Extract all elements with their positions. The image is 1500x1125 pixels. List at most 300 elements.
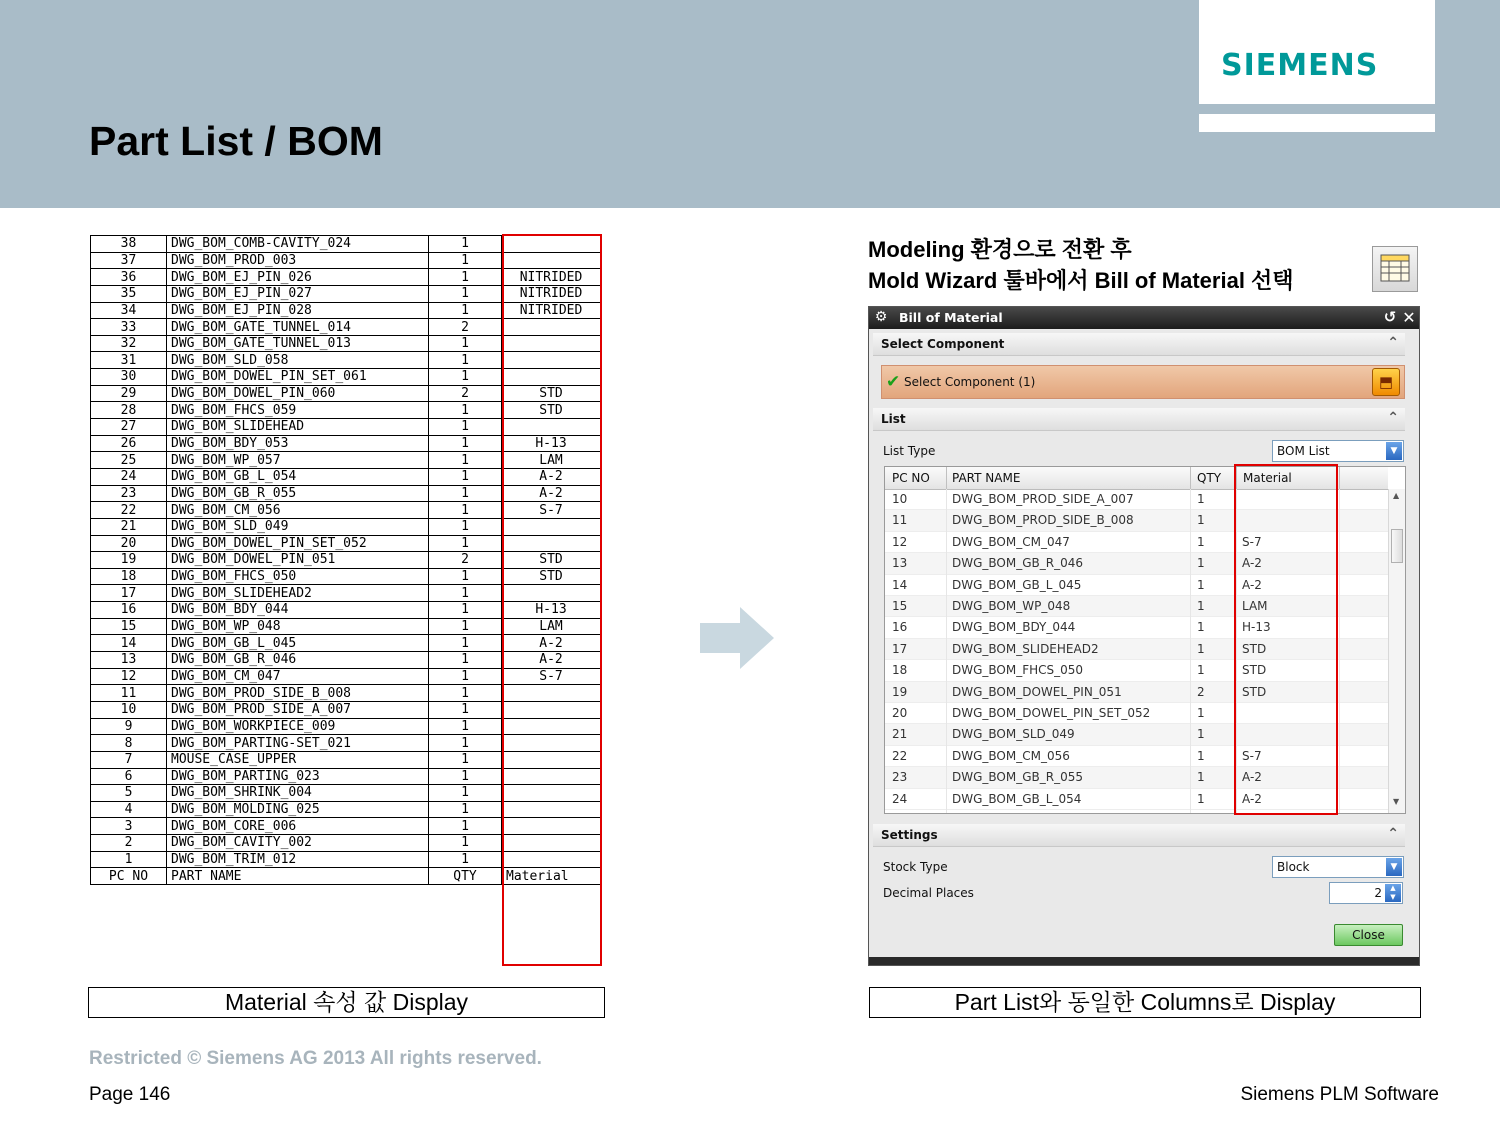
- cell-pc-no: 10: [892, 492, 908, 506]
- grid-row[interactable]: [885, 682, 1388, 703]
- table-row: [91, 236, 601, 253]
- cell-material: S-7: [1242, 534, 1262, 549]
- cell-qty: 1: [429, 502, 502, 519]
- cell-qty: 1: [429, 535, 502, 552]
- cell-pc-no: 33: [91, 319, 167, 336]
- cell-part-name: DWG_BOM_CAVITY_002: [167, 835, 429, 852]
- table-row: [91, 319, 601, 336]
- cell-material: [502, 685, 601, 702]
- cell-pc-no: 14: [892, 577, 908, 592]
- cell-pc-no: 20: [91, 535, 167, 552]
- cell-pc-no: 11: [91, 685, 167, 702]
- cell-qty: 1: [429, 468, 502, 485]
- table-row: [91, 568, 601, 585]
- cell-material: A-2: [1242, 770, 1262, 785]
- cell-qty: 1: [429, 285, 502, 302]
- cell-part-name: DWG_BOM_DOWEL_PIN_051: [167, 552, 429, 569]
- page-title: Part List / BOM: [89, 118, 383, 164]
- copyright-notice: Restricted © Siemens AG 2013 All rights reserved.: [89, 1048, 542, 1069]
- cell-material: STD: [502, 402, 601, 419]
- header-qty: QTY: [429, 868, 502, 885]
- dialog-bottom-bar: [869, 957, 1419, 965]
- cell-pc-no: 26: [91, 435, 167, 452]
- cell-part-name: DWG_BOM_SLD_058: [167, 352, 429, 369]
- chevron-down-icon[interactable]: ▼: [1386, 858, 1402, 876]
- column-header-qty[interactable]: QTY: [1197, 471, 1222, 485]
- cell-qty: 1: [429, 302, 502, 319]
- table-row: [91, 435, 601, 452]
- cell-material: H-13: [502, 435, 601, 452]
- gear-icon[interactable]: ⚙: [874, 309, 888, 325]
- cell-pc-no: 15: [892, 599, 908, 613]
- table-row: [91, 535, 601, 552]
- cell-pc-no: 23: [892, 770, 908, 785]
- grid-row[interactable]: [885, 724, 1388, 745]
- cell-pc-no: 24: [91, 468, 167, 485]
- cell-pc-no: 2: [91, 835, 167, 852]
- chevron-up-icon[interactable]: ⌃: [1387, 826, 1399, 842]
- scroll-up-icon[interactable]: ▲: [1393, 491, 1400, 500]
- stock-type-select[interactable]: [1272, 856, 1404, 878]
- cell-part-name: DWG_BOM_PARTING-SET_021: [167, 735, 429, 752]
- logo-bar: [1199, 114, 1435, 132]
- header-pc-no: PC NO: [91, 868, 167, 885]
- company-name: Siemens PLM Software: [1240, 1084, 1439, 1105]
- cell-pc-no: 14: [91, 635, 167, 652]
- bill-of-material-toolbar-icon[interactable]: [1372, 246, 1418, 292]
- stock-type-label: Stock Type: [883, 860, 948, 874]
- cell-pc-no: 6: [91, 768, 167, 785]
- cell-material: A-2: [1242, 791, 1262, 806]
- cell-pc-no: 23: [91, 485, 167, 502]
- cell-pc-no: 29: [91, 385, 167, 402]
- cell-material: S-7: [1242, 748, 1262, 763]
- grid-row[interactable]: [885, 596, 1388, 617]
- cell-part-name: DWG_BOM_SLD_049: [952, 727, 1075, 742]
- bill-of-material-dialog: [868, 306, 1420, 966]
- cell-material: [502, 818, 601, 835]
- cell-part-name: DWG_BOM_PROD_SIDE_A_007: [952, 492, 1134, 506]
- cell-pc-no: 7: [91, 751, 167, 768]
- cell-part-name: DWG_BOM_GB_R_046: [167, 652, 429, 669]
- cell-pc-no: 3: [91, 818, 167, 835]
- cell-qty: 1: [429, 835, 502, 852]
- table-row: [91, 635, 601, 652]
- cell-material: [502, 718, 601, 735]
- grid-row[interactable]: [885, 746, 1388, 767]
- grid-row[interactable]: [885, 553, 1388, 574]
- cell-part-name: DWG_BOM_WP_048: [167, 618, 429, 635]
- cell-pc-no: 25: [91, 452, 167, 469]
- cell-pc-no: 19: [892, 684, 908, 699]
- cell-qty: 1: [1197, 641, 1205, 656]
- cell-part-name: DWG_BOM_WORKPIECE_009: [167, 718, 429, 735]
- cell-material: [502, 236, 601, 253]
- cell-material: [502, 352, 601, 369]
- cell-qty: 1: [429, 485, 502, 502]
- siemens-logo: [1199, 0, 1435, 104]
- cell-pc-no: 22: [91, 502, 167, 519]
- section-label: Settings: [881, 828, 938, 842]
- vertical-scrollbar[interactable]: [1388, 489, 1406, 813]
- cell-material: LAM: [1242, 599, 1268, 613]
- cell-pc-no: 12: [892, 534, 908, 549]
- cell-qty: 1: [429, 352, 502, 369]
- cell-part-name: DWG_BOM_SHRINK_004: [167, 785, 429, 802]
- cell-material: [502, 252, 601, 269]
- cell-part-name: DWG_BOM_EJ_PIN_026: [167, 269, 429, 286]
- cell-part-name: DWG_BOM_PROD_003: [167, 252, 429, 269]
- cell-part-name: DWG_BOM_WP_057: [167, 452, 429, 469]
- cell-material: [502, 768, 601, 785]
- decimal-places-label: Decimal Places: [883, 886, 974, 900]
- cell-material: [502, 335, 601, 352]
- cell-pc-no: 8: [91, 735, 167, 752]
- cell-material: LAM: [502, 452, 601, 469]
- table-row: [91, 468, 601, 485]
- checkmark-icon: ✔: [886, 372, 901, 392]
- cell-qty: 1: [1197, 663, 1205, 678]
- cell-pc-no: 22: [892, 748, 908, 763]
- page-number: Page 146: [89, 1084, 171, 1105]
- cell-qty: 1: [429, 452, 502, 469]
- cell-part-name: DWG_BOM_PARTING_023: [167, 768, 429, 785]
- cell-material: [502, 585, 601, 602]
- cell-part-name: DWG_BOM_WP_048: [952, 599, 1071, 613]
- grid-row[interactable]: [885, 703, 1388, 724]
- cell-part-name: DWG_BOM_SLD_049: [167, 518, 429, 535]
- cell-material: A-2: [1242, 556, 1262, 571]
- close-icon[interactable]: ✕: [1402, 308, 1416, 327]
- cell-qty: 1: [429, 369, 502, 386]
- cell-qty: 1: [429, 618, 502, 635]
- cell-qty: 1: [429, 518, 502, 535]
- table-row: [91, 502, 601, 519]
- grid-row[interactable]: [885, 617, 1388, 638]
- section-label: Select Component: [881, 337, 1005, 351]
- select-component-section-header[interactable]: [873, 333, 1405, 356]
- cell-pc-no: 19: [91, 552, 167, 569]
- cell-part-name: DWG_BOM_FHCS_050: [167, 568, 429, 585]
- right-caption: Part List와 동일한 Columns로 Display: [869, 987, 1421, 1018]
- cell-part-name: DWG_BOM_GATE_TUNNEL_013: [167, 335, 429, 352]
- cell-qty: 1: [1197, 620, 1205, 635]
- table-row: [91, 801, 601, 818]
- header-part-name: PART NAME: [167, 868, 429, 885]
- select-component-label: Select Component (1): [904, 375, 1036, 389]
- scroll-down-icon[interactable]: ▼: [1393, 797, 1400, 806]
- cell-material: STD: [502, 568, 601, 585]
- cell-pc-no: 35: [91, 285, 167, 302]
- cell-qty: 1: [1197, 577, 1205, 592]
- select-component-row[interactable]: [881, 365, 1405, 399]
- cell-part-name: DWG_BOM_BDY_044: [952, 620, 1076, 635]
- cell-pc-no: 16: [892, 620, 908, 635]
- cell-material: STD: [1242, 641, 1267, 656]
- table-row: [91, 735, 601, 752]
- cell-material: [502, 801, 601, 818]
- left-caption: Material 속성 값 Display: [88, 987, 605, 1018]
- cell-material: A-2: [502, 635, 601, 652]
- cell-part-name: DWG_BOM_PROD_SIDE_B_008: [952, 513, 1134, 528]
- select-component-button[interactable]: ⬒: [1372, 368, 1400, 396]
- grid-row[interactable]: [885, 660, 1388, 681]
- cell-qty: 1: [429, 768, 502, 785]
- table-row: [91, 518, 601, 535]
- cell-part-name: DWG_BOM_DOWEL_PIN_SET_052: [952, 706, 1151, 720]
- cell-pc-no: 37: [91, 252, 167, 269]
- cell-part-name: DWG_BOM_BDY_044: [167, 602, 429, 619]
- chevron-up-icon[interactable]: ⌃: [1387, 335, 1399, 351]
- list-type-label: List Type: [883, 444, 936, 458]
- cell-pc-no: 10: [91, 701, 167, 718]
- grid-row[interactable]: [885, 789, 1388, 810]
- cell-qty: 1: [429, 269, 502, 286]
- list-type-select[interactable]: [1272, 440, 1404, 462]
- cell-part-name: DWG_BOM_DOWEL_PIN_051: [952, 684, 1122, 699]
- table-row: [91, 585, 601, 602]
- cell-part-name: DWG_BOM_PROD_SIDE_A_007: [167, 701, 429, 718]
- instruction-line-1: Modeling 환경으로 전환 후: [868, 237, 1132, 262]
- table-row: [91, 285, 601, 302]
- scroll-thumb[interactable]: [1391, 529, 1403, 563]
- cell-material: [502, 419, 601, 436]
- cell-pc-no: 20: [892, 706, 908, 720]
- table-row: [91, 552, 601, 569]
- cell-pc-no: 28: [91, 402, 167, 419]
- table-header-row: [91, 868, 601, 885]
- cell-qty: 1: [429, 718, 502, 735]
- cell-qty: 1: [1197, 791, 1205, 806]
- cell-qty: 1: [429, 751, 502, 768]
- cell-material: [502, 369, 601, 386]
- cell-pc-no: 21: [91, 518, 167, 535]
- close-button[interactable]: Close: [1334, 924, 1403, 946]
- column-header-partname[interactable]: PART NAME: [952, 471, 1021, 485]
- table-row: [91, 785, 601, 802]
- cell-qty: 1: [429, 668, 502, 685]
- cell-material: [502, 535, 601, 552]
- cell-part-name: DWG_BOM_CM_047: [952, 534, 1070, 549]
- cell-material: NITRIDED: [502, 302, 601, 319]
- cell-qty: 1: [429, 602, 502, 619]
- cell-qty: 1: [1197, 727, 1205, 742]
- cell-pc-no: 15: [91, 618, 167, 635]
- cell-material: H-13: [1242, 620, 1271, 635]
- column-header-material[interactable]: Material: [1243, 471, 1292, 485]
- cell-material: H-13: [502, 602, 601, 619]
- grid-row[interactable]: [885, 510, 1388, 531]
- grid-row[interactable]: [885, 532, 1388, 553]
- cell-qty: 2: [1197, 684, 1205, 699]
- cell-material: [502, 751, 601, 768]
- cell-material: A-2: [502, 652, 601, 669]
- cell-qty: 1: [1197, 513, 1205, 528]
- cell-pc-no: 9: [91, 718, 167, 735]
- cell-part-name: DWG_BOM_FHCS_059: [167, 402, 429, 419]
- arrow-right-icon: [700, 607, 776, 669]
- cell-qty: 1: [429, 635, 502, 652]
- cell-part-name: DWG_BOM_FHCS_050: [952, 663, 1084, 678]
- table-row: [91, 851, 601, 868]
- cell-material: STD: [1242, 663, 1267, 678]
- table-row: [91, 385, 601, 402]
- grid-row[interactable]: [885, 767, 1388, 788]
- cell-pc-no: 4: [91, 801, 167, 818]
- cell-pc-no: 12: [91, 668, 167, 685]
- settings-section-header[interactable]: [873, 824, 1405, 847]
- cell-part-name: DWG_BOM_CM_056: [167, 502, 429, 519]
- cell-material: S-7: [502, 668, 601, 685]
- cell-qty: 1: [429, 236, 502, 253]
- table-row: [91, 335, 601, 352]
- section-label: List: [881, 412, 906, 426]
- table-row: [91, 685, 601, 702]
- table-row: [91, 419, 601, 436]
- cell-pc-no: 17: [91, 585, 167, 602]
- cell-material: [502, 851, 601, 868]
- cell-pc-no: 18: [91, 568, 167, 585]
- cell-part-name: DWG_BOM_EJ_PIN_027: [167, 285, 429, 302]
- cell-qty: 1: [429, 435, 502, 452]
- cell-pc-no: 32: [91, 335, 167, 352]
- grid-header: [885, 467, 1388, 490]
- cell-pc-no: 38: [91, 236, 167, 253]
- table-row: [91, 302, 601, 319]
- table-row: [91, 835, 601, 852]
- cell-pc-no: 1: [91, 851, 167, 868]
- cell-part-name: DWG_BOM_SLIDEHEAD2: [952, 641, 1099, 656]
- cell-pc-no: 18: [892, 663, 908, 678]
- cell-part-name: MOUSE_CASE_UPPER: [167, 751, 429, 768]
- table-row: [91, 618, 601, 635]
- cell-qty: 1: [1197, 492, 1205, 506]
- chevron-down-icon[interactable]: ▼: [1386, 442, 1402, 460]
- cell-qty: 1: [429, 785, 502, 802]
- cell-part-name: DWG_BOM_GB_L_045: [167, 635, 429, 652]
- cell-qty: 1: [1197, 556, 1205, 571]
- cell-part-name: DWG_BOM_CM_047: [167, 668, 429, 685]
- cell-part-name: DWG_BOM_EJ_PIN_028: [167, 302, 429, 319]
- cell-material: [502, 319, 601, 336]
- cell-pc-no: 16: [91, 602, 167, 619]
- cell-pc-no: 21: [892, 727, 908, 742]
- grid-row[interactable]: [885, 575, 1388, 596]
- cell-pc-no: 17: [892, 641, 908, 656]
- table-row: [91, 602, 601, 619]
- cell-part-name: DWG_BOM_PROD_SIDE_B_008: [167, 685, 429, 702]
- stock-type-value: Block: [1277, 860, 1310, 874]
- table-icon: [1373, 247, 1417, 291]
- cell-pc-no: 13: [91, 652, 167, 669]
- table-row: [91, 668, 601, 685]
- cell-material: [502, 518, 601, 535]
- cell-material: STD: [1242, 684, 1267, 699]
- cell-part-name: DWG_BOM_GATE_TUNNEL_014: [167, 319, 429, 336]
- cell-material: LAM: [502, 618, 601, 635]
- cell-qty: 1: [429, 419, 502, 436]
- reset-icon[interactable]: ↺: [1383, 308, 1397, 326]
- cell-qty: 1: [429, 818, 502, 835]
- cell-part-name: DWG_BOM_GB_L_045: [952, 577, 1082, 592]
- cell-part-name: DWG_BOM_DOWEL_PIN_060: [167, 385, 429, 402]
- cell-part-name: DWG_BOM_GB_R_046: [952, 556, 1083, 571]
- cell-material: NITRIDED: [502, 285, 601, 302]
- cell-material: A-2: [502, 485, 601, 502]
- table-row: [91, 751, 601, 768]
- cell-qty: 1: [429, 568, 502, 585]
- cell-qty: 2: [429, 319, 502, 336]
- cell-part-name: DWG_BOM_GB_R_055: [952, 770, 1083, 785]
- cell-part-name: DWG_BOM_COMB-CAVITY_024: [167, 236, 429, 253]
- cell-part-name: DWG_BOM_MOLDING_025: [167, 801, 429, 818]
- cell-part-name: DWG_BOM_GB_R_055: [167, 485, 429, 502]
- grid-row[interactable]: [885, 639, 1388, 660]
- cell-qty: 1: [429, 701, 502, 718]
- grid-row[interactable]: [885, 489, 1388, 510]
- cell-part-name: DWG_BOM_DOWEL_PIN_SET_061: [167, 369, 429, 386]
- cell-pc-no: 11: [892, 513, 908, 528]
- cell-qty: 1: [429, 252, 502, 269]
- table-row: [91, 269, 601, 286]
- table-row: [91, 701, 601, 718]
- cell-pc-no: 27: [91, 419, 167, 436]
- cell-pc-no: 24: [892, 791, 908, 806]
- cell-qty: 1: [429, 652, 502, 669]
- decimal-places-stepper[interactable]: [1329, 882, 1403, 904]
- cell-pc-no: 30: [91, 369, 167, 386]
- cell-material: STD: [502, 552, 601, 569]
- cell-material: [502, 835, 601, 852]
- cell-material: A-2: [1242, 577, 1262, 592]
- column-header-pcno[interactable]: PC NO: [892, 471, 930, 485]
- cell-qty: 1: [429, 801, 502, 818]
- list-section-header[interactable]: [873, 408, 1405, 431]
- cell-qty: 1: [429, 402, 502, 419]
- table-row: [91, 818, 601, 835]
- cell-qty: 1: [1197, 599, 1205, 613]
- drawing-bom-table: [90, 235, 601, 885]
- table-row: [91, 402, 601, 419]
- decimal-places-value: 2: [1374, 886, 1382, 900]
- cell-material: S-7: [502, 502, 601, 519]
- cell-pc-no: 34: [91, 302, 167, 319]
- cell-qty: 1: [1197, 748, 1205, 763]
- chevron-up-icon[interactable]: ⌃: [1387, 410, 1399, 426]
- cell-part-name: DWG_BOM_SLIDEHEAD2: [167, 585, 429, 602]
- cell-part-name: DWG_BOM_CM_056: [952, 748, 1070, 763]
- cell-pc-no: 13: [892, 556, 908, 571]
- table-row: [91, 369, 601, 386]
- dialog-title: Bill of Material: [899, 310, 1003, 325]
- table-row: [91, 485, 601, 502]
- table-row: [91, 652, 601, 669]
- dialog-title-bar: [869, 307, 1419, 329]
- cell-qty: 1: [429, 685, 502, 702]
- instruction-line-2: Mold Wizard 툴바에서 Bill of Material 선택: [868, 268, 1294, 293]
- cell-qty: 2: [429, 552, 502, 569]
- cell-material: A-2: [502, 468, 601, 485]
- bom-list-grid: [884, 466, 1406, 814]
- cell-qty: 1: [429, 735, 502, 752]
- cell-qty: 1: [429, 851, 502, 868]
- table-row: [91, 718, 601, 735]
- cell-qty: 1: [1197, 706, 1205, 720]
- stepper-arrows-icon[interactable]: ▲ ▼: [1385, 884, 1401, 902]
- cell-part-name: DWG_BOM_DOWEL_PIN_SET_052: [167, 535, 429, 552]
- cell-part-name: DWG_BOM_SLIDEHEAD: [167, 419, 429, 436]
- cell-pc-no: 36: [91, 269, 167, 286]
